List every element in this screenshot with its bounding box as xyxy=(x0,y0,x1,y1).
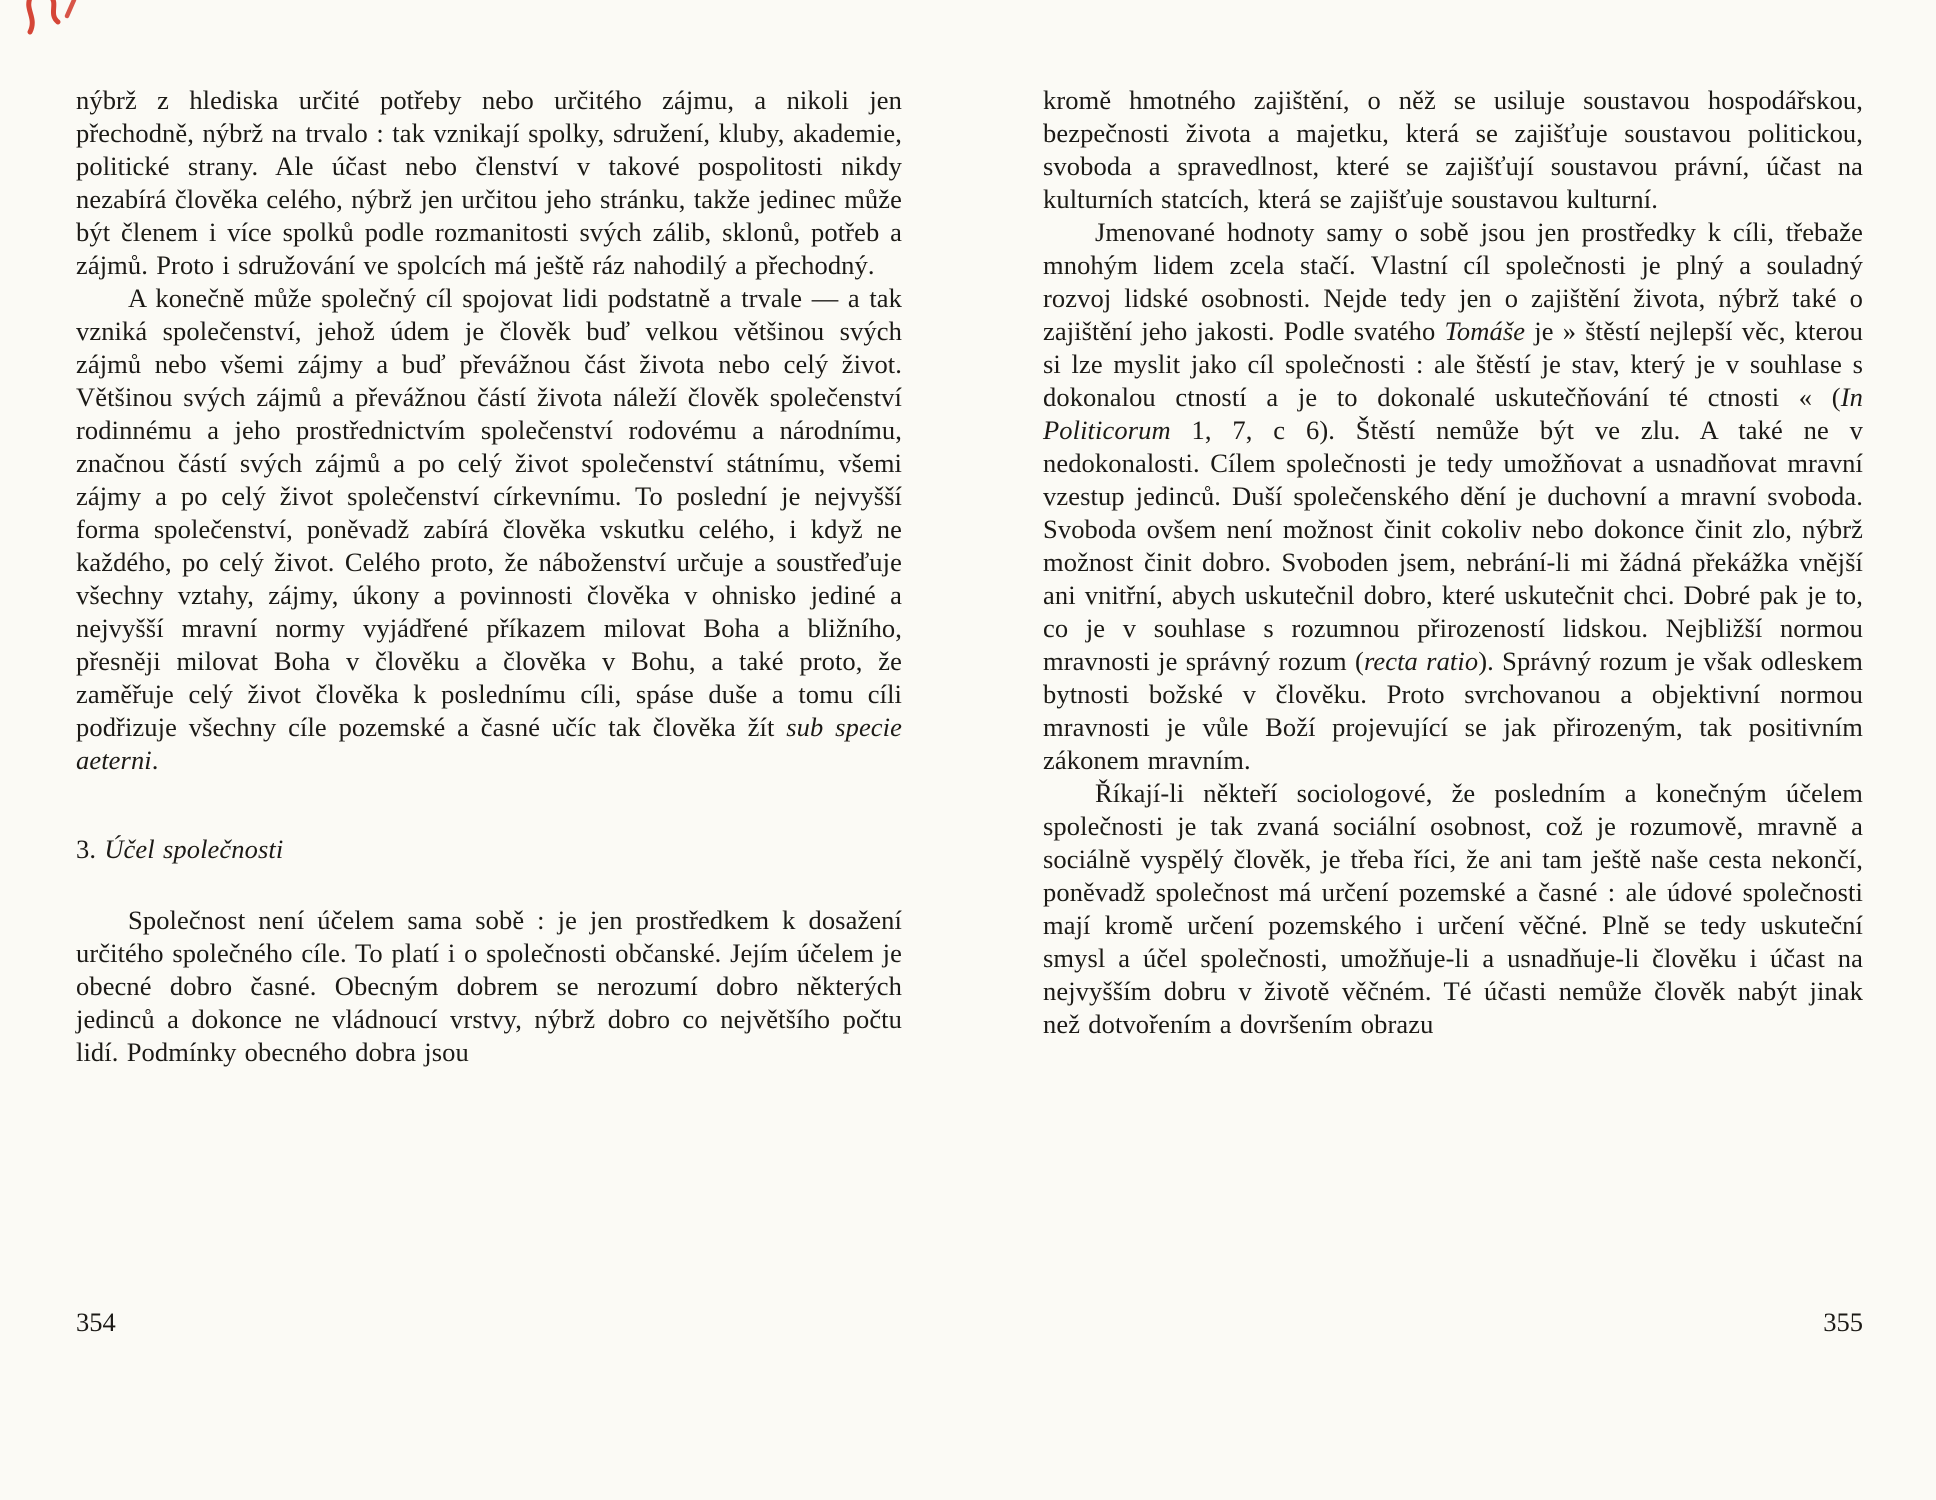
body-paragraph: A konečně může společný cíl spojovat lidi podstatně a trvale — a tak vzniká společenství, jehož údem je člověk buď velkou většinou svých zájmů nebo všemi zájmy a buď převážnou část života nebo celý život. Většinou svých zájmů a převážnou částí života náleží člověk společenství rodinnému a jeho prostřednictvím společenství rodovému a národnímu, značnou částí svých zájmů a po celý život společenství státnímu, všemi zájmy a po celý život společenství církevnímu. To poslední je nejvyšší forma společenství, poněvadž zabírá člověka vskutku celého, i když ne každého, po celý život. Celého proto, že náboženství určuje a soustřeďuje všechny vztahy, zájmy, úkony a povinnosti člověka v ohnisko jediné a nejvyšší mravní normy vyjádřené příkazem milovat Boha a bližního, přesněji milovat Boha v člověku a člověka v Bohu, a také proto, že zaměřuje celý život člověka k poslednímu cíli, spáse duše a tomu cíli podřizuje všechny cíle pozemské a časné učíc tak člověka žít sub specie aeterni. xyxy=(76,283,902,775)
page-number-right: 355 xyxy=(1823,1307,1863,1337)
red-pen-stroke xyxy=(67,0,74,16)
section-heading: 3. Účel společnosti xyxy=(76,834,284,864)
body-paragraph: kromě hmotného zajištění, o něž se usiluje soustavou hospodářskou, bezpečnosti života a majetku, která se zajišťuje soustavou politickou, svoboda a spravedlnost, které se zajišťují soustavou právní, účast na kulturních statcích, která se zajišťuje soustavou kulturní. xyxy=(1043,85,1863,214)
red-pen-stroke xyxy=(29,0,33,32)
red-pen-scribble-icon xyxy=(14,0,104,56)
body-paragraph: Jmenované hodnoty samy o sobě jsou jen prostředky k cíli, třebaže mnohým lidem zcela stačí. Vlastní cíl společnosti je plný a souladný rozvoj lidské osobnosti. Nejde tedy jen o zajištění života, nýbrž také o zajištění jeho jakosti. Podle svatého Tomáše je » štěstí nejlepší věc, kterou si lze myslit jako cíl společnosti : ale štěstí je stav, který je v souhlase s dokonalou ctností a je to dokonalé uskutečňování té ctnosti « (In Politicorum 1, 7, c 6). Štěstí nemůže být ve zlu. A také ne v nedokonalosti. Cílem společnosti je tedy umožňovat a usnadňovat mravní vzestup jedinců. Duší společenského dění je duchovní a mravní svoboda. Svoboda ovšem není možnost činit cokoliv nebo dokonce činit zlo, nýbrž možnost činit dobro. Svoboden jsem, nebrání-li mi žádná překážka vnější ani vnitřní, abych uskutečnil dobro, které uskutečnit chci. Dobré pak je to, co je v souhlase s rozumnou přirozeností lidskou. Nejbližší normou mravnosti je správný rozum (recta ratio). Správný rozum je však odleskem bytnosti božské v člověku. Proto svrchovanou a objektivní normou mravnosti je vůle Boží projevující se jak přirozeným, tak positivním zákonem mravním. xyxy=(1043,217,1864,775)
body-paragraph: nýbrž z hlediska určité potřeby nebo určitého zájmu, a nikoli jen přechodně, nýbrž na trvalo : tak vznikají spolky, sdružení, kluby, akademie, politické strany. Ale účast nebo členství v takové pospolitosti nikdy nezabírá člověka celého, nýbrž jen určitou jeho stránku, takže jedinec může být členem i více spolků podle rozmanitosti svých zálib, sklonů, potřeb a zájmů. Proto i sdružování ve spolcích má ještě ráz nahodilý a přechodný. xyxy=(76,85,902,280)
left-page-text-column xyxy=(76,84,902,1069)
red-pen-stroke xyxy=(50,0,58,22)
page-number-left: 354 xyxy=(76,1307,116,1337)
body-paragraph: Říkají-li někteří sociologové, že posledním a konečným účelem společnosti je tak zvaná sociální osobnost, což je rozumově, mravně a sociálně vyspělý člověk, je třeba říci, že ani tam ještě naše cesta nekončí, poněvadž společnost má určení pozemské a časné : ale údové společnosti mají kromě určení pozemského i určení věčné. Plně se tedy uskuteční smysl a účel společnosti, umožňuje-li a usnadňuje-li člověku i účast na nejvyšším dobru v životě věčném. Té účasti nemůže člověk nabýt jinak než dotvořením a dovršením obrazu xyxy=(1043,778,1863,1039)
right-page-text-column xyxy=(1043,84,1863,1041)
body-paragraph: Společnost není účelem sama sobě : je jen prostředkem k dosažení určitého společného cíle. To platí i o společnosti občanské. Jejím účelem je obecné dobro časné. Obecným dobrem se nerozumí dobro některých jedinců a dokonce ne vládnoucí vrstvy, nýbrž dobro co největšího počtu lidí. Podmínky obecného dobra jsou xyxy=(76,905,902,1067)
